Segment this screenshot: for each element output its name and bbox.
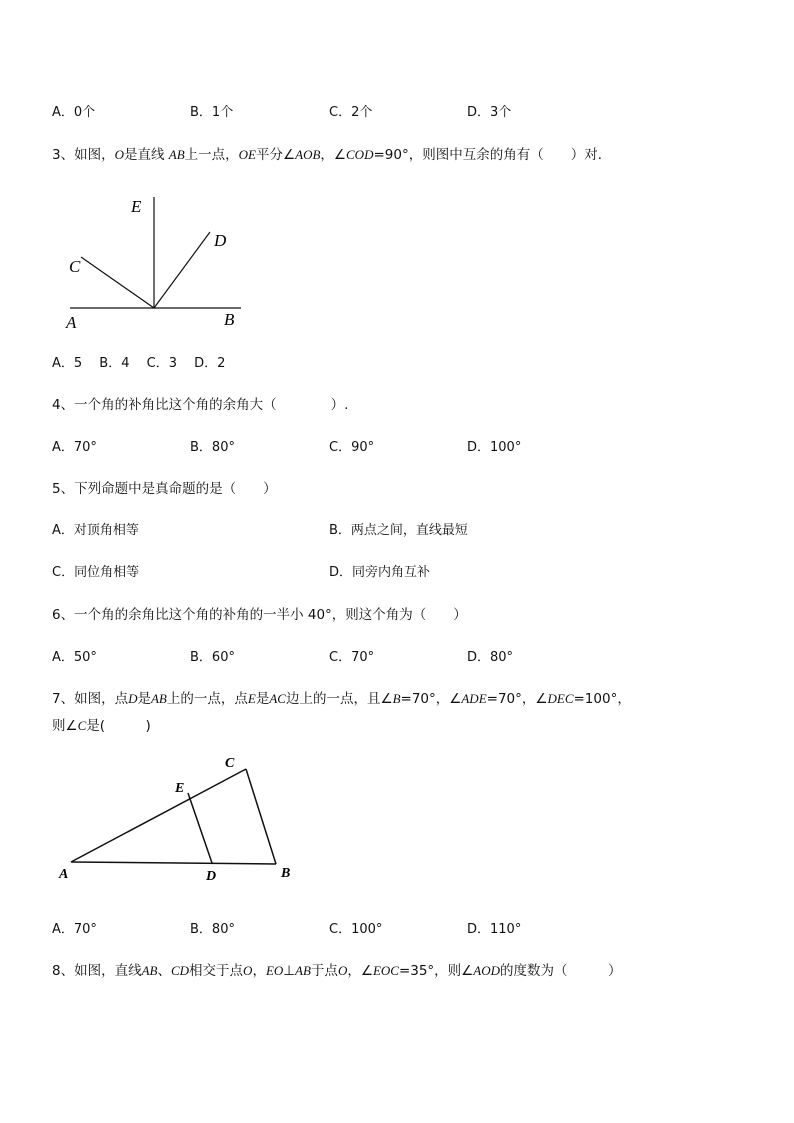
q6-stem: 6、一个角的余角比这个角的补角的一半小 40°，则这个角为（ ）: [52, 607, 467, 623]
q7-option-c: C．100°: [329, 922, 383, 937]
q7-label-c: C: [225, 756, 235, 771]
q6-option-c: C．70°: [329, 650, 375, 665]
q3-options: A．5 B．4 C．3 D．2: [52, 356, 226, 371]
q2-option-c: C．2个: [329, 105, 373, 120]
q3-label-a: A: [66, 313, 77, 332]
q7-label-e: E: [175, 781, 185, 796]
q6-option-a: A．50°: [52, 650, 97, 665]
q4-option-d: D．100°: [467, 440, 522, 455]
q7-stem-line2: 则∠C是( ): [52, 718, 151, 734]
q6-option-b: B．60°: [190, 650, 235, 665]
q3-ray-oc: [81, 257, 154, 308]
q7-side-cb: [246, 769, 276, 864]
q7-side-ac: [71, 769, 246, 862]
q2-option-b: B．1个: [190, 105, 234, 120]
q4-option-a: A．70°: [52, 440, 97, 455]
q6-option-d: D．80°: [467, 650, 514, 665]
q3-ray-od: [154, 232, 210, 308]
q4-stem: 4、一个角的补角比这个角的余角大（ ）.: [52, 397, 349, 413]
q5-option-d: D．同旁内角互补: [329, 565, 431, 580]
q5-option-c: C．同位角相等: [52, 565, 140, 580]
q7-stem-line1: 7、如图，点D是AB上的一点，点E是AC边上的一点，且∠B=70°，∠ADE=70°，∠DEC=100°，: [52, 691, 631, 707]
q3-label-e: E: [131, 197, 142, 216]
q4-option-b: B．80°: [190, 440, 235, 455]
q7-segment-ed: [188, 793, 212, 863]
q3-label-d: D: [214, 231, 227, 250]
q7-label-b: B: [281, 866, 291, 881]
q7-side-ab: [71, 862, 276, 864]
q2-option-d: D．3个: [467, 105, 512, 120]
q7-option-a: A．70°: [52, 922, 97, 937]
q4-option-c: C．90°: [329, 440, 375, 455]
q7-label-a: A: [59, 867, 69, 882]
q5-stem: 5、下列命题中是真命题的是（ ）: [52, 481, 277, 497]
q8-stem: 8、如图，直线AB、CD相交于点O，EO⊥AB于点O，∠EOC=35°，则∠AOD的度数为（ ）: [52, 963, 622, 979]
q2-option-a: A．0个: [52, 105, 96, 120]
q3-stem: 3、如图，O是直线 AB上一点，OE平分∠AOB，∠COD=90°，则图中互余的角有（ ）对．: [52, 147, 612, 163]
q5-option-b: B．两点之间，直线最短: [329, 523, 468, 538]
q5-option-a: A．对顶角相等: [52, 523, 139, 538]
q7-option-b: B．80°: [190, 922, 235, 937]
q3-label-b: B: [224, 310, 235, 329]
q7-option-d: D．110°: [467, 922, 522, 937]
q7-label-d: D: [206, 869, 217, 884]
q3-label-c: C: [69, 257, 81, 276]
